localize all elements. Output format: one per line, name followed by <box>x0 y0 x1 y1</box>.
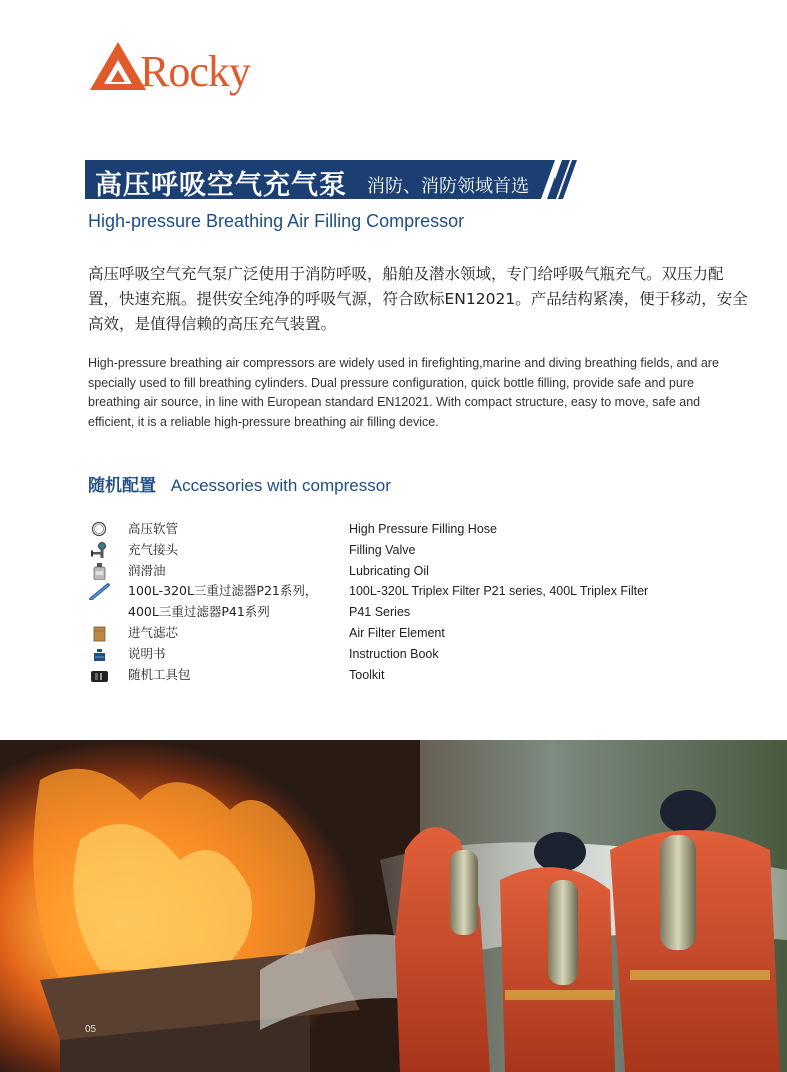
title-tagline: 消防、消防领域首选 <box>367 176 529 197</box>
item-zh: 润滑油 <box>128 562 166 578</box>
list-item <box>88 540 708 561</box>
item-zh: 说明书 <box>128 645 166 661</box>
accessories-list <box>88 519 708 685</box>
air-filter-icon <box>88 625 110 642</box>
list-item <box>88 644 708 665</box>
book-icon <box>88 646 110 663</box>
item-en: Filling Valve <box>349 542 416 557</box>
intro-english: High-pressure breathing air compressors are widely used in firefighting,marine and diving breathing fields, and are specially used to fill breathing cylinders. Dual pressure configuration, quick bottle filling, provide safe and pure breathing air source, in line with European standard EN12021. With compact structure, easy to move, safe and efficient, it is a reliable high-pressure breathing air filling device. <box>88 356 719 429</box>
triangle-logo-icon <box>88 40 148 92</box>
list-item <box>88 602 708 623</box>
item-zh: 100L-320L三重过滤器P21系列， <box>128 583 318 599</box>
item-en: Toolkit <box>349 667 385 682</box>
list-item <box>88 665 708 686</box>
list-item <box>88 581 708 602</box>
item-zh: 进气滤芯 <box>128 624 179 640</box>
accessories-heading <box>88 471 391 496</box>
list-item <box>88 561 708 582</box>
firefighters-photo <box>0 740 787 1072</box>
item-zh: 随机工具包 <box>128 666 191 682</box>
valve-icon <box>88 542 110 559</box>
item-en: P41 Series <box>349 605 411 620</box>
brand-name: Rocky <box>140 47 250 96</box>
item-en: High Pressure Filling Hose <box>349 522 497 536</box>
item-en: 100L-320L Triplex Filter P21 series, 400L Triplex Filter <box>349 584 649 599</box>
item-en: Lubricating Oil <box>349 563 429 578</box>
oil-bottle-icon <box>88 563 110 580</box>
intro-chinese: 高压呼吸空气充气泵广泛使用于消防呼吸，船舶及潜水领域，专门给呼吸气瓶充气。双压力配置，快速充瓶。提供安全纯净的呼吸气源，符合欧标EN12021。产品结构紧凑，便于移动，安全高效，是值得信赖的高压充气装置。 <box>88 265 748 333</box>
title-band <box>85 160 555 199</box>
item-en: Instruction Book <box>349 646 439 661</box>
filter-icon <box>88 583 110 600</box>
list-item <box>88 623 708 644</box>
title-slash-icon <box>548 160 578 199</box>
item-en: Air Filter Element <box>349 625 445 640</box>
toolkit-icon <box>88 667 110 684</box>
firefighting-scene-image <box>0 740 787 1072</box>
page-title: 高压呼吸空气充气泵 <box>95 170 347 201</box>
accessories-heading-zh: 随机配置 <box>88 476 156 496</box>
accessories-heading-en: Accessories with compressor <box>170 476 391 495</box>
hose-icon <box>88 521 110 538</box>
rocky-logo <box>88 40 250 96</box>
item-zh: 高压软管 <box>128 521 179 536</box>
item-zh: 充气接头 <box>128 541 179 557</box>
subtitle-en: High-pressure Breathing Air Filling Compressor <box>88 211 465 231</box>
list-item <box>88 519 708 540</box>
item-zh: 400L三重过滤器P41系列 <box>128 604 270 620</box>
page-number: 05 <box>85 1024 97 1035</box>
